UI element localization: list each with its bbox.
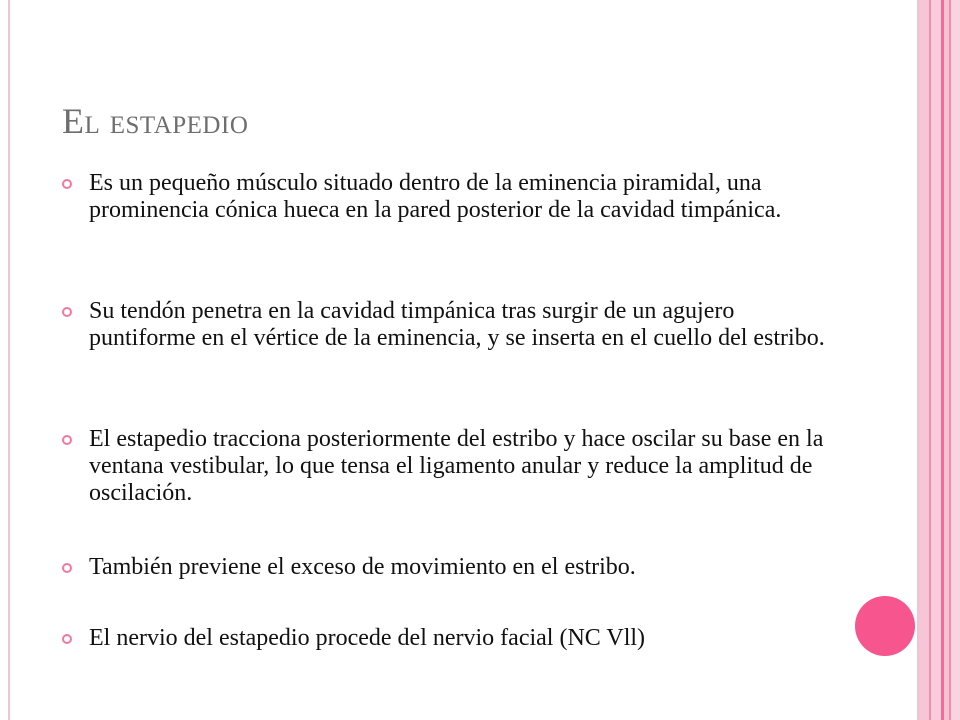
bullet-text: También previene el exceso de movimiento en el estribo. — [89, 554, 636, 580]
bullet-item — [62, 625, 842, 652]
bullet-text: El estapedio tracciona posteriormente del estribo y hace oscilar su base en la ventana vestibular, lo que tensa el ligamento anular y reduce la amplitud de oscilación. — [89, 426, 824, 506]
decorative-stripe — [931, 0, 941, 720]
bullet-text: El nervio del estapedio procede del nervio facial (NC Vll) — [89, 625, 646, 651]
decorative-circle — [855, 596, 915, 656]
bullet-text: Es un pequeño músculo situado dentro de la eminencia piramidal, una prominencia cónica hueca en la pared posterior de la cavidad timpánica. — [89, 170, 782, 223]
bullet-item — [62, 298, 842, 352]
slide-title: El estapedio — [62, 101, 249, 141]
decorative-stripe — [951, 0, 960, 720]
bullet-circle-icon — [62, 307, 72, 317]
bullet-circle-icon — [62, 179, 72, 189]
bullet-text: Su tendón penetra en la cavidad timpánica tras surgir de un agujero puntiforme en el vértice de la eminencia, y se inserta en el cuello del estribo. — [89, 298, 825, 351]
bullet-circle-icon — [62, 563, 72, 573]
bullet-circle-icon — [62, 634, 72, 644]
bullet-circle-icon — [62, 435, 72, 445]
bullet-item — [62, 170, 842, 224]
bullet-item — [62, 426, 842, 507]
decorative-stripe — [919, 0, 929, 720]
bullet-item — [62, 554, 842, 581]
